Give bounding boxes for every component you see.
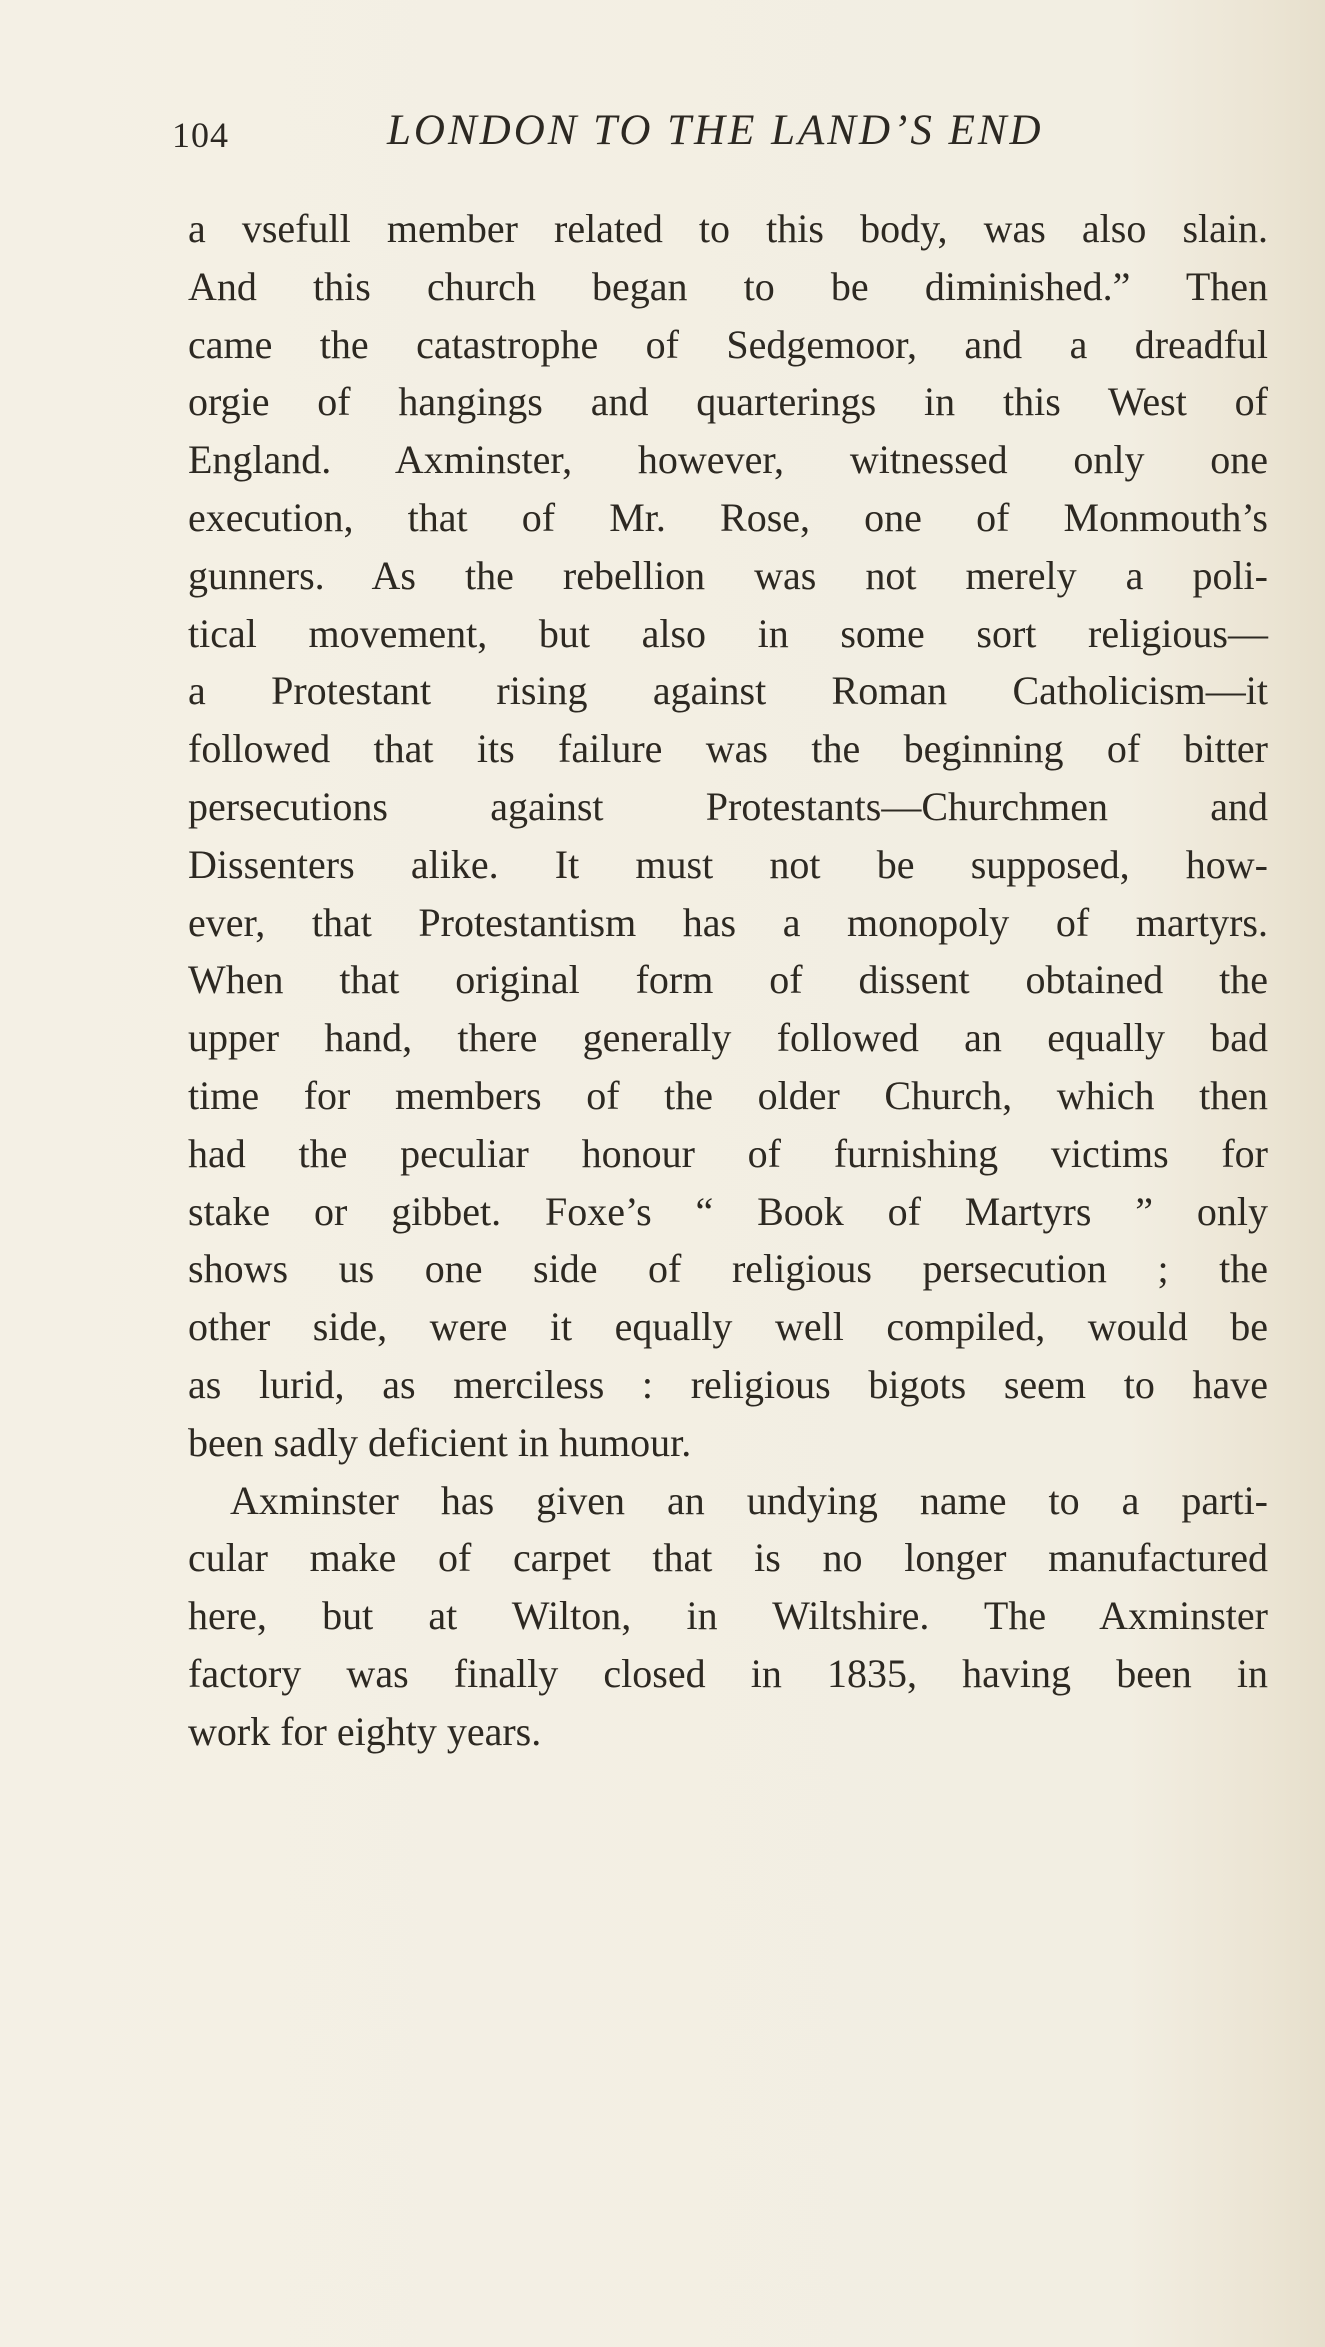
text-line: work for eighty years. bbox=[188, 1708, 542, 1754]
text-line: England. Axminster, however, witnessed only one bbox=[188, 437, 1268, 483]
running-title: LONDON TO THE LAND’S END bbox=[387, 107, 1044, 154]
text-line: And this church began to be diminished.” Then bbox=[188, 263, 1268, 309]
text-line: gunners. As the rebellion was not merely a poli- bbox=[188, 552, 1268, 598]
text-line: Dissenters alike. It must not be supposed, how- bbox=[188, 841, 1268, 887]
text-line: cular make of carpet that is no longer manufactured bbox=[188, 1535, 1268, 1581]
text-line: execution, that of Mr. Rose, one of Monmouth’s bbox=[188, 494, 1268, 540]
text-line: had the peculiar honour of furnishing victims for bbox=[188, 1130, 1268, 1176]
text-line: as lurid, as merciless : religious bigots seem to have bbox=[188, 1361, 1268, 1407]
body-text bbox=[188, 200, 1268, 1761]
text-line: shows us one side of religious persecution ; the bbox=[188, 1246, 1268, 1292]
text-line: persecutions against Protestants—Churchmen and bbox=[188, 783, 1268, 829]
text-line: followed that its failure was the beginning of bitter bbox=[188, 726, 1268, 772]
text-line: other side, were it equally well compiled, would be bbox=[188, 1304, 1268, 1350]
text-line: came the catastrophe of Sedgemoor, and a dreadful bbox=[188, 321, 1268, 367]
page-number: 104 bbox=[172, 115, 229, 155]
text-line: been sadly deficient in humour. bbox=[188, 1419, 692, 1465]
text-line: time for members of the older Church, which then bbox=[188, 1072, 1268, 1118]
text-line: Axminster has given an undying name to a parti- bbox=[230, 1477, 1268, 1523]
text-line: factory was finally closed in 1835, having been in bbox=[188, 1650, 1268, 1696]
text-line: ever, that Protestantism has a monopoly of martyrs. bbox=[188, 899, 1268, 945]
page-header bbox=[172, 106, 1272, 166]
text-line: a Protestant rising against Roman Catholicism—it bbox=[188, 668, 1268, 714]
text-line: tical movement, but also in some sort religious— bbox=[188, 610, 1268, 656]
text-line: upper hand, there generally followed an equally bad bbox=[188, 1015, 1268, 1061]
text-line: When that original form of dissent obtained the bbox=[188, 957, 1268, 1003]
text-line: a vsefull member related to this body, was also slain. bbox=[188, 206, 1268, 251]
text-line: stake or gibbet. Foxe’s “ Book of Martyrs ” only bbox=[188, 1188, 1268, 1234]
text-line: here, but at Wilton, in Wiltshire. The Axminster bbox=[188, 1593, 1268, 1639]
text-line: orgie of hangings and quarterings in this West of bbox=[188, 379, 1268, 425]
